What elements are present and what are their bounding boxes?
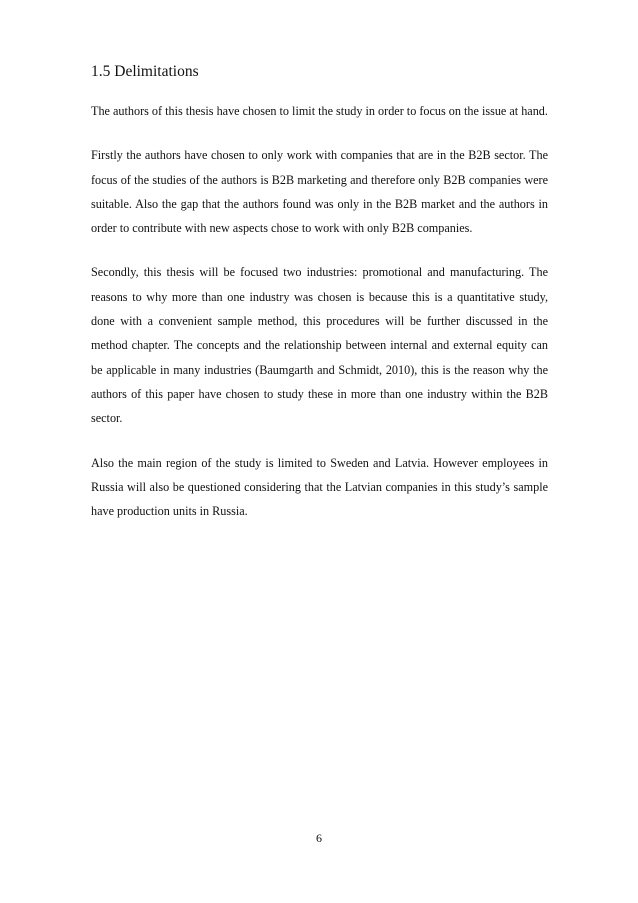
paragraph-industries: Secondly, this thesis will be focused two industries: promotional and manufacturing. The reasons to why more than one industry was chosen is because this is a quantitative study, done with a convenient sample method, this procedures will be further discussed in the method chapter. The concepts and the relationship between internal and external equity can be applicable in many industries (Baumgarth and Schmidt, 2010), this is the reason why the authors of this paper have chosen to study these in more than one industry within the B2B sector. xyxy=(91,265,548,426)
paragraph-region: Also the main region of the study is limited to Sweden and Latvia. However employees in Russia will also be questioned considering that the Latvian companies in this study’s sample have production units in Russia. xyxy=(91,455,548,519)
page-number: 6 xyxy=(316,831,322,845)
paragraph-scope-intro: The authors of this thesis have chosen to limit the study in order to focus on the issue at hand. xyxy=(91,104,548,118)
page-content xyxy=(91,62,548,543)
section-heading: 1.5 Delimitations xyxy=(91,63,199,80)
paragraph-b2b-sector: Firstly the authors have chosen to only work with companies that are in the B2B sector. The focus of the studies of the authors is B2B marketing and therefore only B2B companies were suitable. Also the gap that the authors found was only in the B2B market and the authors in order to contribute with new aspects chose to work with only B2B companies. xyxy=(91,148,548,236)
